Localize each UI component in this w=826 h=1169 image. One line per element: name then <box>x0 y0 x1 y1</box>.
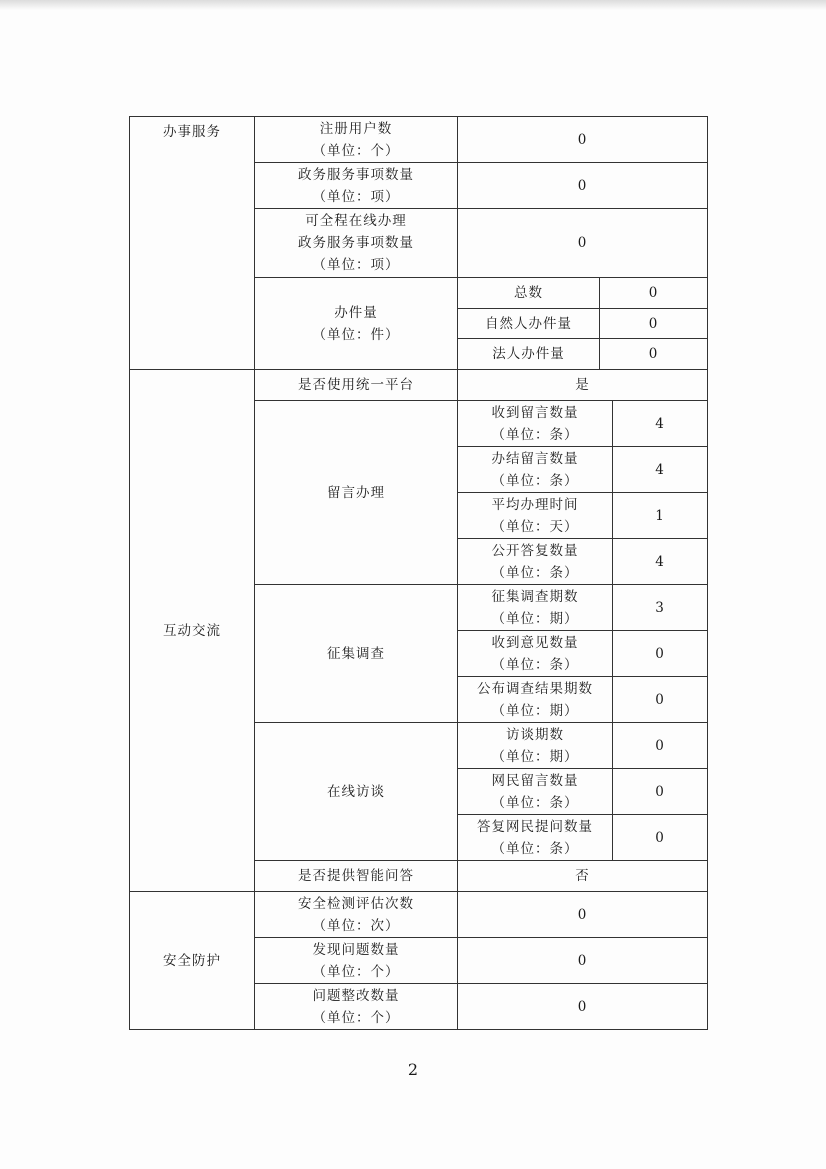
sub-metric-label: 征集调查期数 （单位：期） <box>458 585 613 631</box>
metric-value: 0 <box>613 677 708 723</box>
metric-value: 0 <box>613 631 708 677</box>
metric-value: 0 <box>458 984 708 1030</box>
metric-value: 0 <box>613 769 708 815</box>
metric-value: 0 <box>458 938 708 984</box>
sub-metric-label: 平均办理时间 （单位：天） <box>458 493 613 539</box>
metric-label: 可全程在线办理 政务服务事项数量 （单位：项） <box>255 209 458 278</box>
page-number: 2 <box>407 1060 419 1079</box>
metric-value: 0 <box>613 815 708 861</box>
sub-metric-label: 总数 <box>458 278 600 309</box>
group-label-messages: 留言办理 <box>255 401 458 585</box>
metric-value: 0 <box>600 309 708 339</box>
sub-metric-label: 法人办件量 <box>458 339 600 370</box>
metric-value: 是 <box>458 370 708 401</box>
sub-metric-label: 自然人办件量 <box>458 309 600 339</box>
metric-value: 4 <box>613 447 708 493</box>
metric-label: 问题整改数量 （单位：个） <box>255 984 458 1030</box>
metric-value: 否 <box>458 861 708 892</box>
metric-label: 是否提供智能问答 <box>255 861 458 892</box>
category-interaction: 互动交流 <box>130 370 255 892</box>
sub-metric-label: 公布调查结果期数 （单位：期） <box>458 677 613 723</box>
metric-value: 0 <box>613 723 708 769</box>
metric-value: 4 <box>613 401 708 447</box>
metric-label: 政务服务事项数量 （单位：项） <box>255 163 458 209</box>
table-row <box>130 892 708 938</box>
metric-value: 1 <box>613 493 708 539</box>
scan-edge-shadow <box>0 0 826 10</box>
metric-value: 0 <box>458 209 708 278</box>
statistics-table <box>129 116 708 1030</box>
metric-label: 安全检测评估次数 （单位：次） <box>255 892 458 938</box>
table-row <box>130 117 708 163</box>
sub-metric-label: 答复网民提问数量 （单位：条） <box>458 815 613 861</box>
group-label-interview: 在线访谈 <box>255 723 458 861</box>
metric-value: 3 <box>613 585 708 631</box>
category-service: 办事服务 <box>130 117 255 370</box>
metric-label: 办件量 （单位：件） <box>255 278 458 370</box>
metric-value: 0 <box>600 278 708 309</box>
metric-value: 0 <box>600 339 708 370</box>
category-security: 安全防护 <box>130 892 255 1030</box>
table-row <box>130 370 708 401</box>
sub-metric-label: 网民留言数量 （单位：条） <box>458 769 613 815</box>
sub-metric-label: 收到意见数量 （单位：条） <box>458 631 613 677</box>
metric-value: 0 <box>458 163 708 209</box>
metric-value: 4 <box>613 539 708 585</box>
metric-label: 发现问题数量 （单位：个） <box>255 938 458 984</box>
sub-metric-label: 办结留言数量 （单位：条） <box>458 447 613 493</box>
group-label-survey: 征集调查 <box>255 585 458 723</box>
metric-label: 注册用户数 （单位：个） <box>255 117 458 163</box>
sub-metric-label: 公开答复数量 （单位：条） <box>458 539 613 585</box>
metric-label: 是否使用统一平台 <box>255 370 458 401</box>
sub-metric-label: 访谈期数 （单位：期） <box>458 723 613 769</box>
sub-metric-label: 收到留言数量 （单位：条） <box>458 401 613 447</box>
metric-value: 0 <box>458 117 708 163</box>
metric-value: 0 <box>458 892 708 938</box>
